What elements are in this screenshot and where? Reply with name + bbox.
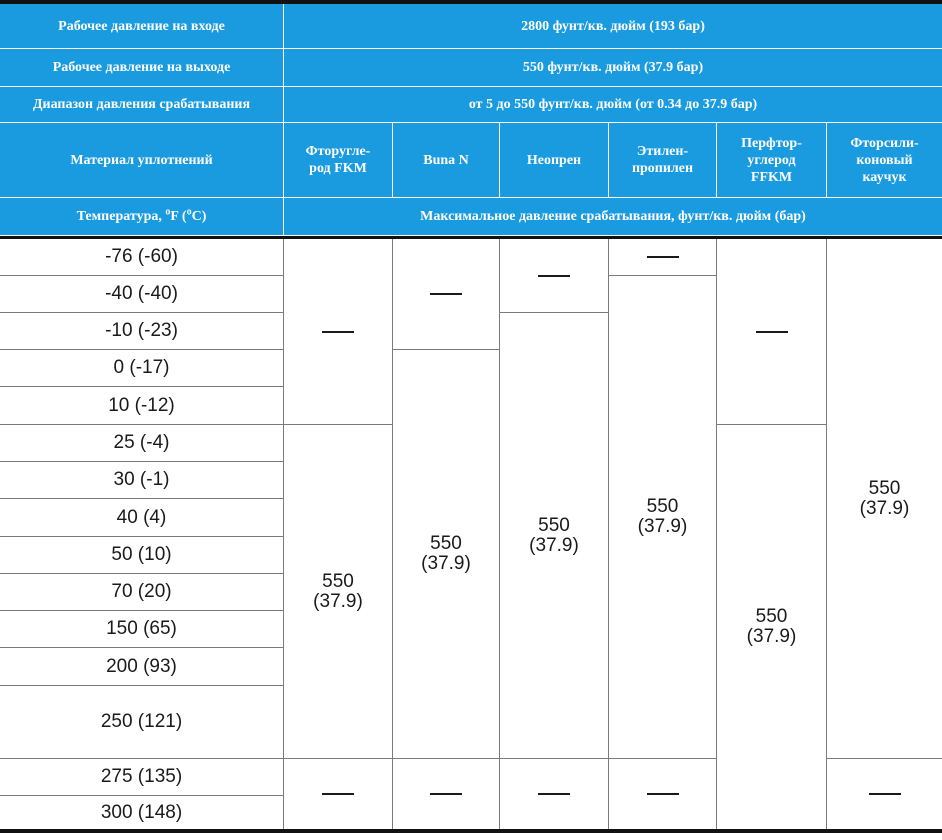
material-header-3: Этилен- пропилен bbox=[609, 123, 717, 198]
set-pressure-range-value: от 5 до 550 фунт/кв. дюйм (от 0.34 до 37.9 бар) bbox=[284, 87, 942, 123]
material-header-2: Неопрен bbox=[500, 123, 609, 198]
not-applicable-cell bbox=[827, 759, 942, 829]
temperature-cell: 200 (93) bbox=[0, 648, 284, 686]
not-applicable-cell bbox=[393, 759, 500, 829]
set-pressure-range-label: Диапазон давления срабатывания bbox=[0, 87, 284, 123]
pressure-value-cell bbox=[284, 425, 393, 759]
pressure-value-cell bbox=[717, 425, 827, 829]
dash-icon bbox=[756, 331, 788, 333]
pressure-psi: 550 bbox=[430, 533, 462, 554]
dash-icon bbox=[430, 793, 462, 795]
pressure-bar: (37.9) bbox=[313, 590, 363, 612]
outlet-pressure-value: 550 фунт/кв. дюйм (37.9 бар) bbox=[284, 49, 942, 87]
table-bottom-rule bbox=[0, 829, 942, 833]
pressure-value-cell bbox=[393, 350, 500, 759]
pressure-psi: 550 bbox=[322, 570, 354, 592]
material-header-0: Фторугле- род FKM bbox=[284, 123, 393, 198]
max-set-pressure-label: Максимальное давление срабатывания, фунт/кв. дюйм (бар) bbox=[284, 198, 942, 236]
temperature-cell: 10 (-12) bbox=[0, 387, 284, 425]
temperature-cell: 275 (135) bbox=[0, 759, 284, 796]
outlet-pressure-label: Рабочее давление на выходе bbox=[0, 49, 284, 87]
pressure-psi: 550 bbox=[755, 606, 788, 627]
temperature-cell: 250 (121) bbox=[0, 686, 284, 759]
temperature-cell: 70 (20) bbox=[0, 574, 284, 611]
material-header-1: Buna N bbox=[393, 123, 500, 198]
inlet-pressure-label: Рабочее давление на входе bbox=[0, 4, 284, 49]
not-applicable-cell bbox=[609, 759, 717, 829]
pressure-bar: (37.9) bbox=[529, 534, 579, 556]
not-applicable-cell bbox=[284, 759, 393, 829]
temperature-cell: 0 (-17) bbox=[0, 350, 284, 387]
pressure-bar: (37.9) bbox=[637, 516, 688, 537]
temperature-cell: -10 (-23) bbox=[0, 313, 284, 350]
material-header-5: Фторсили- коновый каучук bbox=[827, 123, 942, 198]
pressure-psi: 550 bbox=[868, 477, 901, 499]
temperature-cell: 25 (-4) bbox=[0, 425, 284, 462]
not-applicable-cell bbox=[393, 239, 500, 350]
pressure-bar: (37.9) bbox=[421, 553, 471, 574]
pressure-bar: (37.9) bbox=[746, 626, 797, 647]
seal-material-label: Материал уплотнений bbox=[0, 123, 284, 198]
temperature-cell: 50 (10) bbox=[0, 537, 284, 574]
material-header-4: Перфтор- углерод FFKM bbox=[717, 123, 827, 198]
dash-icon bbox=[322, 793, 354, 795]
not-applicable-cell bbox=[717, 239, 827, 425]
temperature-cell: 40 (4) bbox=[0, 499, 284, 537]
temperature-cell: 30 (-1) bbox=[0, 462, 284, 499]
dash-icon bbox=[430, 293, 462, 295]
dash-icon bbox=[538, 793, 570, 795]
dash-icon bbox=[538, 275, 570, 277]
temperature-cell: 150 (65) bbox=[0, 611, 284, 648]
pressure-value-cell bbox=[500, 313, 609, 759]
dash-icon bbox=[647, 256, 679, 258]
dash-icon bbox=[322, 331, 354, 333]
not-applicable-cell bbox=[284, 239, 393, 425]
not-applicable-cell bbox=[500, 759, 609, 829]
not-applicable-cell bbox=[500, 239, 609, 313]
pressure-bar: (37.9) bbox=[859, 497, 910, 519]
inlet-pressure-value: 2800 фунт/кв. дюйм (193 бар) bbox=[284, 4, 942, 49]
temperature-cell: 300 (148) bbox=[0, 796, 284, 829]
pressure-value-cell bbox=[609, 276, 717, 759]
pressure-value-cell bbox=[827, 239, 942, 759]
pressure-psi: 550 bbox=[646, 496, 679, 517]
temperature-label: Температура, $^o$F ($^o$C) bbox=[0, 198, 284, 236]
temperature-cell: -76 (-60) bbox=[0, 239, 284, 276]
dash-icon bbox=[869, 793, 901, 795]
temperature-cell: -40 (-40) bbox=[0, 276, 284, 313]
pressure-psi: 550 bbox=[538, 514, 570, 536]
not-applicable-cell bbox=[609, 239, 717, 276]
dash-icon bbox=[647, 793, 679, 795]
